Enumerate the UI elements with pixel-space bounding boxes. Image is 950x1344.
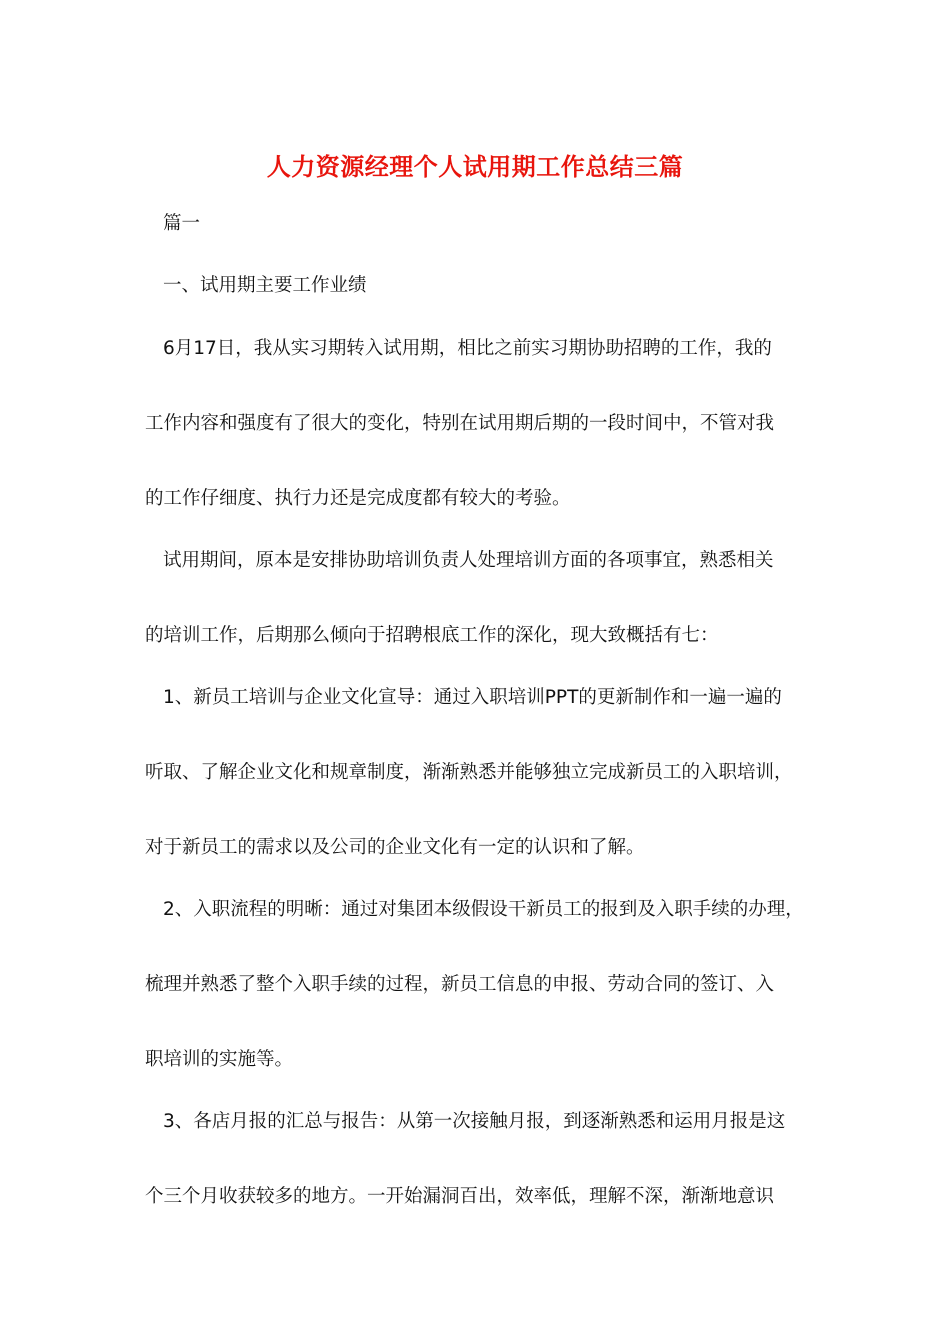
- paragraph-line: 的工作仔细度、执行力还是完成度都有较大的考验。: [145, 488, 571, 509]
- paragraph-line: 职培训的实施等。: [145, 1049, 294, 1070]
- paragraph-line: 3、各店月报的汇总与报告：从第一次接触月报，到逐渐熟悉和运用月报是这: [163, 1111, 786, 1132]
- paragraph-line: 听取、了解企业文化和规章制度，渐渐熟悉并能够独立完成新员工的入职培训，: [145, 762, 793, 783]
- document-title: 人力资源经理个人试用期工作总结三篇: [266, 153, 684, 181]
- section-heading-part-one: 篇一: [163, 213, 201, 234]
- paragraph-line: 6月17日，我从实习期转入试用期，相比之前实习期协助招聘的工作，我的: [163, 338, 772, 359]
- paragraph-line: 个三个月收获较多的地方。一开始漏洞百出，效率低，理解不深，渐渐地意识: [145, 1186, 775, 1207]
- paragraph-line: 2、入职流程的明晰：通过对集团本级假设干新员工的报到及入职手续的办理，: [163, 899, 804, 920]
- paragraph-line: 工作内容和强度有了很大的变化，特别在试用期后期的一段时间中，不管对我: [145, 413, 775, 434]
- subsection-heading: 一、试用期主要工作业绩: [163, 275, 367, 296]
- paragraph-line: 试用期间，原本是安排协助培训负责人处理培训方面的各项事宜，熟悉相关: [163, 550, 774, 571]
- paragraph-line: 梳理并熟悉了整个入职手续的过程，新员工信息的申报、劳动合同的签订、入: [145, 974, 775, 995]
- paragraph-line: 的培训工作，后期那么倾向于招聘根底工作的深化，现大致概括有七：: [145, 625, 719, 646]
- paragraph-line: 对于新员工的需求以及公司的企业文化有一定的认识和了解。: [145, 837, 645, 858]
- paragraph-line: 1、新员工培训与企业文化宣导：通过入职培训PPT的更新制作和一遍一遍的: [163, 687, 782, 708]
